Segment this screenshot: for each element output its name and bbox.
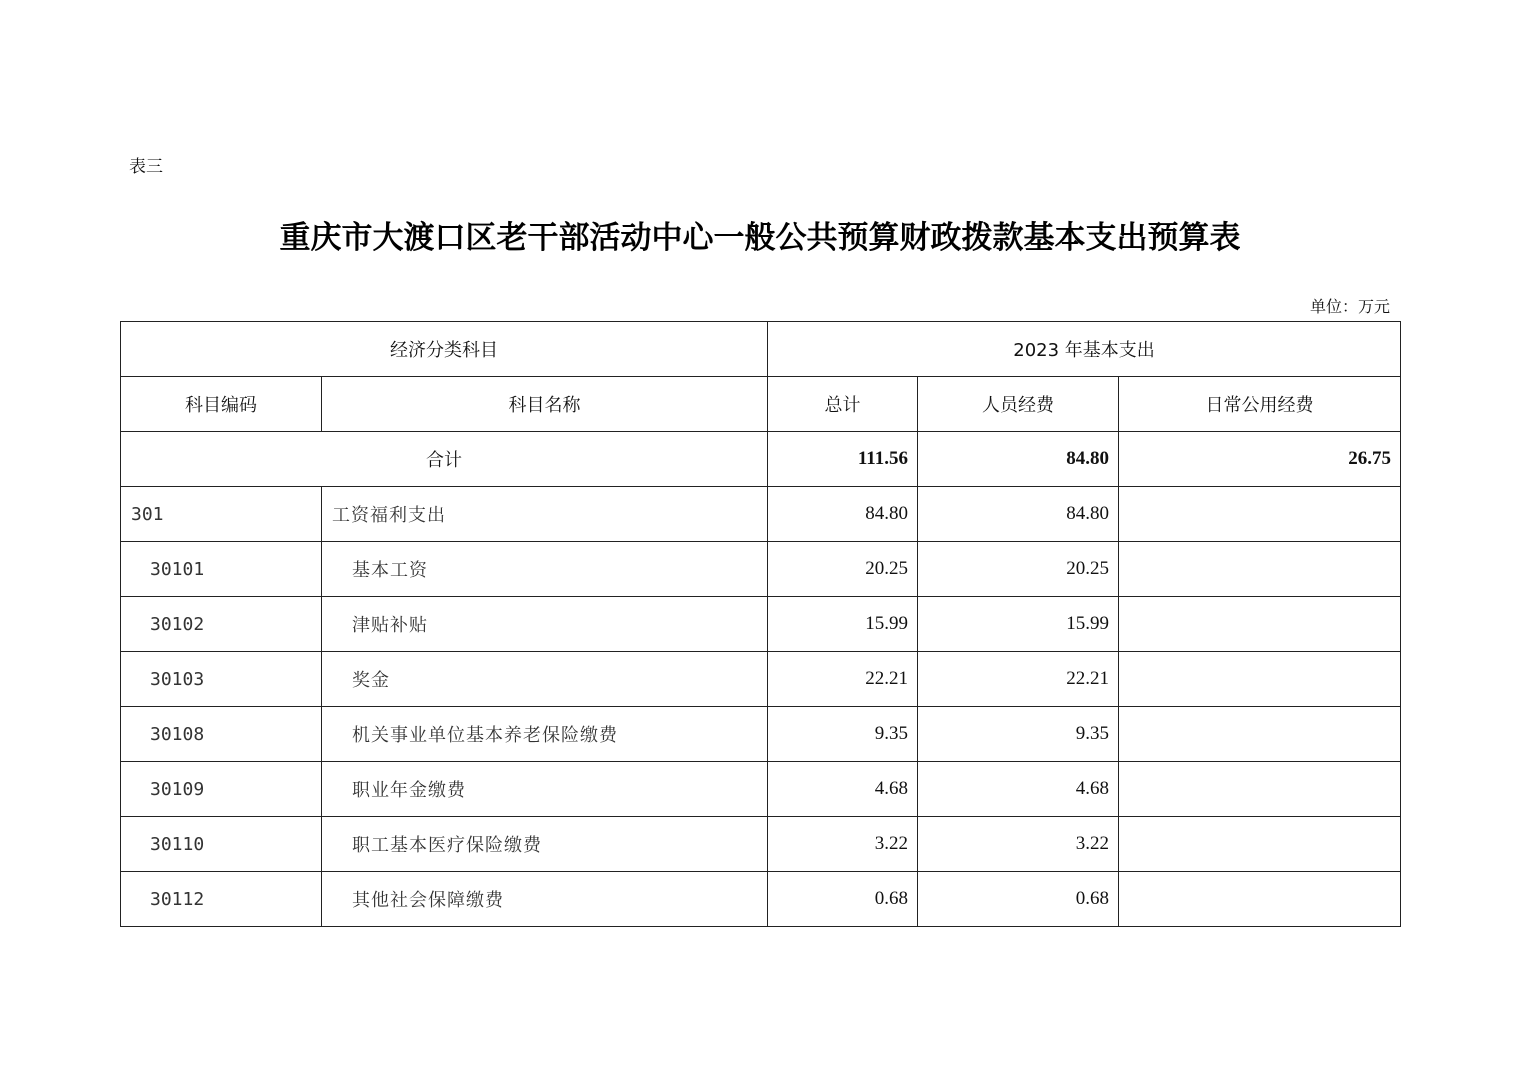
- summary-personnel: 84.80: [918, 432, 1119, 487]
- row-code: 30109: [121, 762, 322, 817]
- row-personnel: 3.22: [918, 817, 1119, 872]
- row-name: 职工基本医疗保险缴费: [322, 817, 768, 872]
- row-code: 30103: [121, 652, 322, 707]
- column-header-row: [121, 377, 1401, 432]
- row-code: 301: [121, 487, 322, 542]
- summary-label: 合计: [121, 432, 768, 487]
- header-code: 科目编码: [121, 377, 322, 432]
- row-total: 9.35: [768, 707, 918, 762]
- row-public: [1119, 872, 1401, 927]
- row-public: [1119, 597, 1401, 652]
- table-row: [121, 487, 1401, 542]
- row-name: 机关事业单位基本养老保险缴费: [322, 707, 768, 762]
- budget-table: [120, 321, 1401, 927]
- table-row: [121, 542, 1401, 597]
- row-name: 职业年金缴费: [322, 762, 768, 817]
- row-code: 30108: [121, 707, 322, 762]
- summary-row: [121, 432, 1401, 487]
- row-public: [1119, 762, 1401, 817]
- row-total: 20.25: [768, 542, 918, 597]
- header-classification: 经济分类科目: [121, 322, 768, 377]
- row-name: 工资福利支出: [322, 487, 768, 542]
- header-year-expenditure: 2023 年基本支出: [768, 322, 1401, 377]
- row-name: 其他社会保障缴费: [322, 872, 768, 927]
- row-public: [1119, 707, 1401, 762]
- table-row: [121, 707, 1401, 762]
- row-name: 津贴补贴: [322, 597, 768, 652]
- header-name: 科目名称: [322, 377, 768, 432]
- group-header-row: [121, 322, 1401, 377]
- table-row: [121, 597, 1401, 652]
- summary-total: 111.56: [768, 432, 918, 487]
- row-total: 22.21: [768, 652, 918, 707]
- row-code: 30112: [121, 872, 322, 927]
- row-name: 基本工资: [322, 542, 768, 597]
- row-personnel: 4.68: [918, 762, 1119, 817]
- row-personnel: 15.99: [918, 597, 1119, 652]
- row-total: 3.22: [768, 817, 918, 872]
- row-personnel: 20.25: [918, 542, 1119, 597]
- row-code: 30101: [121, 542, 322, 597]
- unit-label: 单位：万元: [1309, 297, 1390, 316]
- row-personnel: 9.35: [918, 707, 1119, 762]
- table-label: 表三: [129, 157, 163, 177]
- row-personnel: 84.80: [918, 487, 1119, 542]
- summary-public: 26.75: [1119, 432, 1401, 487]
- row-total: 4.68: [768, 762, 918, 817]
- row-total: 84.80: [768, 487, 918, 542]
- row-public: [1119, 542, 1401, 597]
- row-personnel: 0.68: [918, 872, 1119, 927]
- row-name: 奖金: [322, 652, 768, 707]
- table-row: [121, 817, 1401, 872]
- header-total: 总计: [768, 377, 918, 432]
- row-total: 0.68: [768, 872, 918, 927]
- row-code: 30102: [121, 597, 322, 652]
- row-code: 30110: [121, 817, 322, 872]
- row-public: [1119, 652, 1401, 707]
- row-public: [1119, 817, 1401, 872]
- document-title: 重庆市大渡口区老干部活动中心一般公共预算财政拨款基本支出预算表: [279, 220, 1241, 256]
- table-row: [121, 652, 1401, 707]
- header-personnel: 人员经费: [918, 377, 1119, 432]
- row-public: [1119, 487, 1401, 542]
- header-public: 日常公用经费: [1119, 377, 1401, 432]
- row-total: 15.99: [768, 597, 918, 652]
- table-row: [121, 762, 1401, 817]
- table-row: [121, 872, 1401, 927]
- row-personnel: 22.21: [918, 652, 1119, 707]
